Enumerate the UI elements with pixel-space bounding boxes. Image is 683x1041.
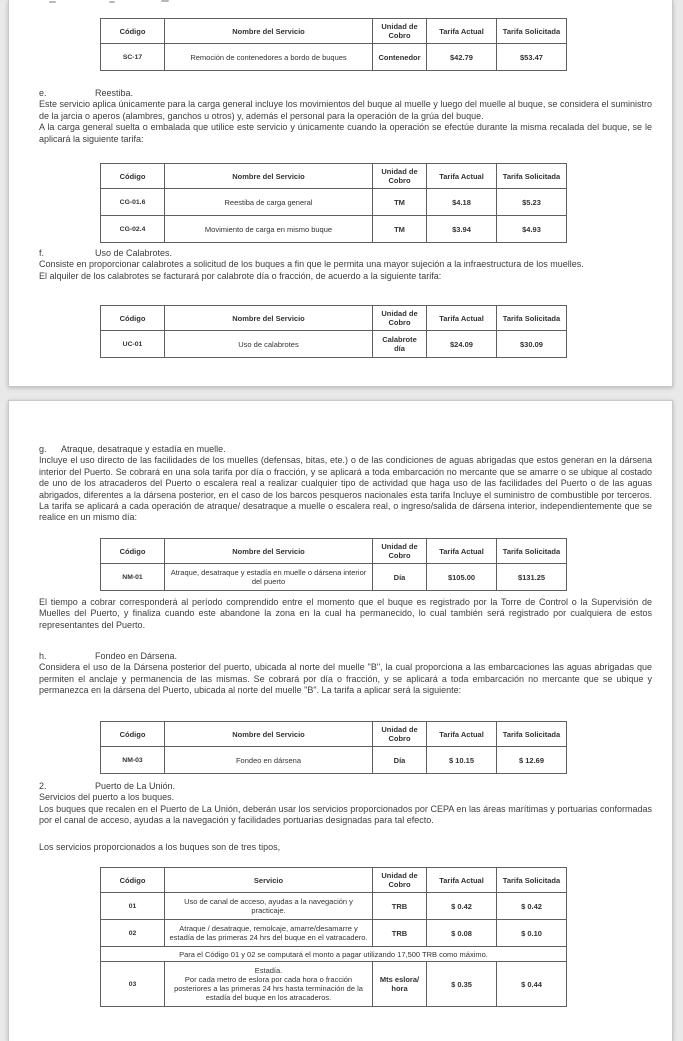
col-header-solicitada: Tarifa Solicitada (497, 722, 567, 747)
cell-tarifa-solicitada: $30.09 (497, 331, 567, 358)
col-header-nombre: Nombre del Servicio (165, 722, 373, 747)
cell-unidad: TM (373, 189, 427, 216)
cell-tarifa-actual: $ 0.08 (427, 920, 497, 947)
table-header-row (101, 306, 567, 331)
table-row (101, 216, 567, 243)
col-header-unidad: Unidad de Cobro (373, 306, 427, 331)
table-header-row (101, 722, 567, 747)
table-note-row (101, 947, 567, 962)
cell-tarifa-actual: $3.94 (427, 216, 497, 243)
table-row (101, 920, 567, 947)
col-header-codigo: Código (101, 306, 165, 331)
tariff-table-uc (100, 305, 567, 358)
cell-tarifa-actual: $24.09 (427, 331, 497, 358)
paragraph: Consiste en proporcionar calabrotes a solicitud de los buques a fin que le permita una mayor sujeción a la infraestructura de los muelles. (39, 259, 584, 270)
section-label: 2. (39, 781, 47, 791)
servicio-line-2: Por cada metro de eslora por cada hora o fracción posteriores a las primeras 24 hrs hasta terminación de la estadía del buque en los atracaderos. (174, 975, 363, 1002)
cell-unidad: Día (373, 747, 427, 774)
cropped-text-artifact (109, 1, 115, 3)
tariff-table-nm01 (100, 538, 567, 591)
col-header-unidad: Unidad de Cobro (373, 539, 427, 564)
cell-tarifa-solicitada: $131.25 (497, 564, 567, 591)
table-row (101, 747, 567, 774)
table-header-row (101, 539, 567, 564)
cell-tarifa-solicitada: $ 0.42 (497, 893, 567, 920)
cell-nombre: Fondeo en dársena (165, 747, 373, 774)
section-2 (39, 781, 652, 827)
section-e (39, 88, 652, 145)
table-row (101, 44, 567, 71)
col-header-codigo: Código (101, 722, 165, 747)
paragraph: El tiempo a cobrar corresponderá al período comprendido entre el momento que el buque es registrado por la Torre de Control o la Supervisión de Muelles del Puerto, y finaliza cuando este abandone la zona en la cual ha permanecido, lo cual también será registrado por cualquiera de estos representantes del Puerto. (39, 597, 652, 630)
paragraph: Este servicio aplica únicamente para la carga general incluye los movimientos del buque al muelle y luego del muelle al buque, se considera el suministro de la jarcia o aperos (alambres, ganchos u otros) y, además el personal para la operación de la grúa del buque. (39, 99, 652, 121)
section-title: Fondeo en Dársena. (95, 651, 178, 661)
section-subtitle: Servicios del puerto a los buques. (39, 792, 175, 803)
col-header-solicitada: Tarifa Solicitada (497, 539, 567, 564)
col-header-codigo: Código (101, 539, 165, 564)
cell-servicio (165, 962, 373, 1007)
cell-tarifa-solicitada: $4.93 (497, 216, 567, 243)
cell-nombre: Reestiba de carga general (165, 189, 373, 216)
cell-servicio: Uso de canal de acceso, ayudas a la navegación y practicaje. (165, 893, 373, 920)
tariff-table-cg (100, 163, 567, 243)
tariff-table-nm03 (100, 721, 567, 774)
col-header-unidad: Unidad de Cobro (373, 722, 427, 747)
cell-unidad: TRB (373, 920, 427, 947)
col-header-nombre: Nombre del Servicio (165, 306, 373, 331)
col-header-actual: Tarifa Actual (427, 722, 497, 747)
section-title: Puerto de La Unión. (95, 781, 176, 791)
cell-codigo: NM-03 (101, 747, 165, 774)
cell-tarifa-actual: $ 0.35 (427, 962, 497, 1007)
col-header-actual: Tarifa Actual (427, 164, 497, 189)
section-label: f. (39, 248, 45, 258)
section-f (39, 248, 652, 282)
paragraph-tres-tipos (39, 842, 652, 853)
paragraph: Incluye el uso directo de las facilidades de los muelles (defensas, bitas, ete.) o de las condiciones de aguas abrigadas que estos generan en la dársena interior del Puerto. Se cobrará en una sola tarifa por día o fracción, y se aplicará a toda embarcación no mercante que se amarre o se ubique al costado de uno de los atracaderos del Puerto o escalera real a realizar cualquier tipo de actividad que haga uso de las facilidades del Puerto o de las aguas abrigados, diferentes a la dársena posterior, en el caso de los barcos pesqueros nacionales esta tarifa Incluye el suministro de combustible por terceros. La tarifa se aplicará a cada operación de atraque/ desatraque a muelle o escalera real, o ingreso/salida de dársena interior, independientemente que se realice en un mismo día: (39, 455, 652, 523)
section-title: Reestiba. (95, 88, 134, 98)
col-header-unidad: Unidad de Cobro (373, 868, 427, 893)
cell-unidad: Contenedor (373, 44, 427, 71)
table-row (101, 962, 567, 1007)
cell-codigo: 03 (101, 962, 165, 1007)
section-h (39, 651, 652, 697)
section-heading (39, 88, 652, 99)
col-header-codigo: Código (101, 19, 165, 44)
cell-nombre: Atraque, desatraque y estadía en muelle o dársena interior del puerto (165, 564, 373, 591)
cell-codigo: SC-17 (101, 44, 165, 71)
col-header-solicitada: Tarifa Solicitada (497, 868, 567, 893)
table-row (101, 189, 567, 216)
cropped-text-artifact (49, 1, 56, 3)
cell-codigo: CG-01.6 (101, 189, 165, 216)
col-header-unidad: Unidad de Cobro (373, 164, 427, 189)
section-title: Uso de Calabrotes. (95, 248, 173, 258)
cell-tarifa-actual: $4.18 (427, 189, 497, 216)
cell-nombre: Uso de calabrotes (165, 331, 373, 358)
table-header-row (101, 19, 567, 44)
paragraph: El alquiler de los calabrotes se facturará por calabrote día o fracción, de acuerdo a la siguiente tarifa: (39, 270, 442, 281)
table-header-row (101, 868, 567, 893)
cell-codigo: 01 (101, 893, 165, 920)
paragraph: A la carga general suelta o embalada que utilice este servicio y únicamente cuando la operación se efectúe durante la misma recalada del buque, se le aplicará la siguiente tarifa: (39, 122, 652, 144)
section-label: e. (39, 88, 47, 98)
cell-tarifa-solicitada: $5.23 (497, 189, 567, 216)
cell-codigo: 02 (101, 920, 165, 947)
cell-tarifa-actual: $ 0.42 (427, 893, 497, 920)
paragraph-tiempo (39, 597, 652, 631)
paragraph: Los buques que recalen en el Puerto de La Unión, deberán usar los servicios proporcionados por CEPA en las áreas marítimas y portuarias conformadas por el canal de acceso, ayudas a la navegación y facilidades portuarias designadas para tal efecto. (39, 803, 652, 826)
col-header-actual: Tarifa Actual (427, 868, 497, 893)
col-header-unidad: Unidad de Cobro (373, 19, 427, 44)
table-row (101, 893, 567, 920)
paragraph: Considera el uso de la Dársena posterior del puerto, ubicada al norte del muelle "B", la cual proporciona a las embarcaciones las aguas abrigadas que permiten el anclaje y permanencia de las mismas. Se cobrará por día o fracción, y se aplicará a toda embarcación no mercante que se ubique y permanezca en la dársena del Puerto, ubicada al norte del muelle "B". La tarifa a aplicar será la siguiente: (39, 662, 652, 696)
cell-tarifa-solicitada: $ 0.10 (497, 920, 567, 947)
cell-nombre: Remoción de contenedores a bordo de buques (165, 44, 373, 71)
tariff-table-sc17 (100, 18, 567, 71)
col-header-nombre: Nombre del Servicio (165, 19, 373, 44)
col-header-servicio: Servicio (165, 868, 373, 893)
col-header-codigo: Código (101, 164, 165, 189)
cell-unidad: Día (373, 564, 427, 591)
section-heading (39, 248, 652, 259)
cell-unidad: Calabrote día (373, 331, 427, 358)
section-label: h. (39, 651, 47, 661)
cell-unidad: Mts eslora/ hora (373, 962, 427, 1007)
cell-tarifa-actual: $42.79 (427, 44, 497, 71)
cell-tarifa-solicitada: $ 0.44 (497, 962, 567, 1007)
cell-codigo: NM-01 (101, 564, 165, 591)
cell-tarifa-actual: $ 10.15 (427, 747, 497, 774)
cell-tarifa-solicitada: $53.47 (497, 44, 567, 71)
table-row (101, 564, 567, 591)
cell-tarifa-actual: $105.00 (427, 564, 497, 591)
section-g (39, 444, 652, 524)
paragraph: Los servicios proporcionados a los buques son de tres tipos, (39, 842, 281, 852)
col-header-actual: Tarifa Actual (427, 19, 497, 44)
table-header-row (101, 164, 567, 189)
col-header-codigo: Código (101, 868, 165, 893)
cell-servicio: Atraque / desatraque, remolcaje, amarre/desamarre y estadía de las primeras 24 hrs del buque en el vatracadero. (165, 920, 373, 947)
section-heading (39, 651, 652, 662)
col-header-actual: Tarifa Actual (427, 539, 497, 564)
col-header-nombre: Nombre del Servicio (165, 539, 373, 564)
table-note: Para el Código 01 y 02 se computará el monto a pagar utilizando 17,500 TRB como máximo. (101, 947, 567, 962)
col-header-solicitada: Tarifa Solicitada (497, 164, 567, 189)
cell-unidad: TM (373, 216, 427, 243)
document-page-1 (8, 0, 673, 387)
section-heading (39, 781, 652, 792)
servicio-line-1: Estadía. (254, 966, 283, 975)
col-header-solicitada: Tarifa Solicitada (497, 19, 567, 44)
cell-nombre: Movimiento de carga en mismo buque (165, 216, 373, 243)
col-header-solicitada: Tarifa Solicitada (497, 306, 567, 331)
cell-unidad: TRB (373, 893, 427, 920)
section-label: g. (39, 444, 47, 454)
cell-codigo: CG-02.4 (101, 216, 165, 243)
document-page-2 (8, 400, 673, 1041)
cropped-text-artifact (161, 0, 169, 2)
table-row (101, 331, 567, 358)
cell-codigo: UC-01 (101, 331, 165, 358)
section-heading (39, 444, 652, 455)
col-header-nombre: Nombre del Servicio (165, 164, 373, 189)
section-title: Atraque, desatraque y estadía en muelle. (61, 444, 226, 454)
col-header-actual: Tarifa Actual (427, 306, 497, 331)
tariff-table-la-union (100, 867, 567, 1007)
cell-tarifa-solicitada: $ 12.69 (497, 747, 567, 774)
